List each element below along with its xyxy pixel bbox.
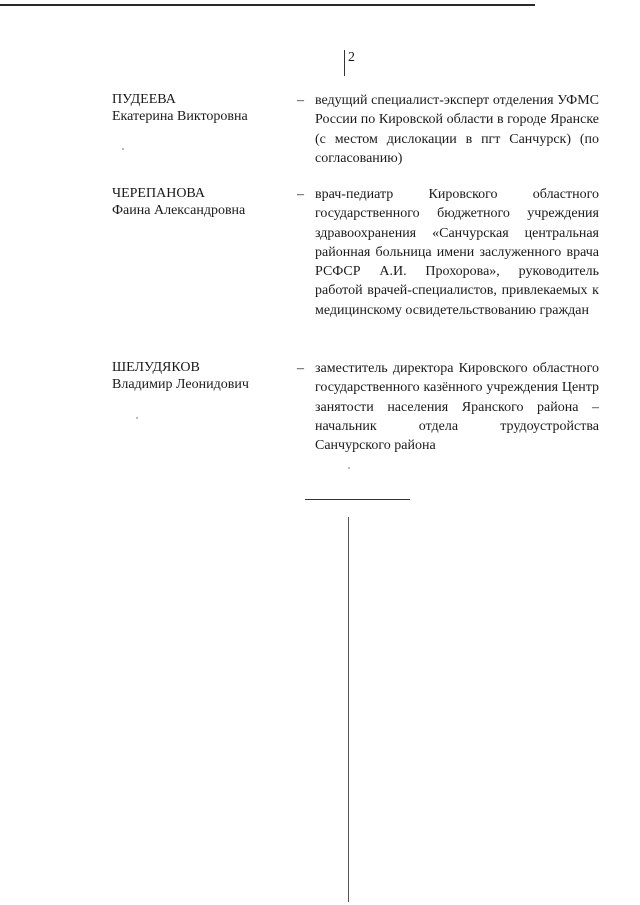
scan-artifact-line: [348, 517, 349, 902]
member-role: заместитель директора Кировского областного государственного казённого учреждения Центр занятости населения Яранского района – начальник отдела трудоустройства Санчурского района: [315, 361, 599, 454]
top-border-rule: [0, 4, 535, 6]
scan-speck: [348, 467, 350, 469]
page-number: 2: [348, 50, 355, 65]
entry-dash: –: [297, 93, 304, 108]
member-given-names: Фаина Александровна: [112, 203, 246, 218]
member-role: врач-педиатр Кировского областного государственного бюджетного учреждения здравоохранения «Санчурская центральная районная больница имени заслуженного врача РСФСР А.И. Прохорова», руководитель работой врачей-специалистов, привлекаемых к медицинскому освидетельствованию граждан: [315, 187, 599, 318]
member-role: ведущий специалист-эксперт отделения УФМС России по Кировской области в городе Яранске (с местом дислокации в пгт Санчурск) (по согласованию): [315, 93, 599, 166]
entry-dash: –: [297, 361, 304, 376]
page-number-block: [344, 50, 355, 76]
closing-rule: [305, 499, 410, 500]
scan-speck: [122, 148, 124, 150]
page-number-bar: [344, 50, 345, 76]
scan-speck: [136, 417, 138, 419]
member-given-names: Екатерина Викторовна: [112, 109, 248, 124]
member-surname: ПУДЕЕВА: [112, 92, 176, 107]
entry-dash: –: [297, 187, 304, 202]
member-surname: ЧЕРЕПАНОВА: [112, 186, 205, 201]
member-given-names: Владимир Леонидович: [112, 377, 249, 392]
member-surname: ШЕЛУДЯКОВ: [112, 360, 200, 375]
